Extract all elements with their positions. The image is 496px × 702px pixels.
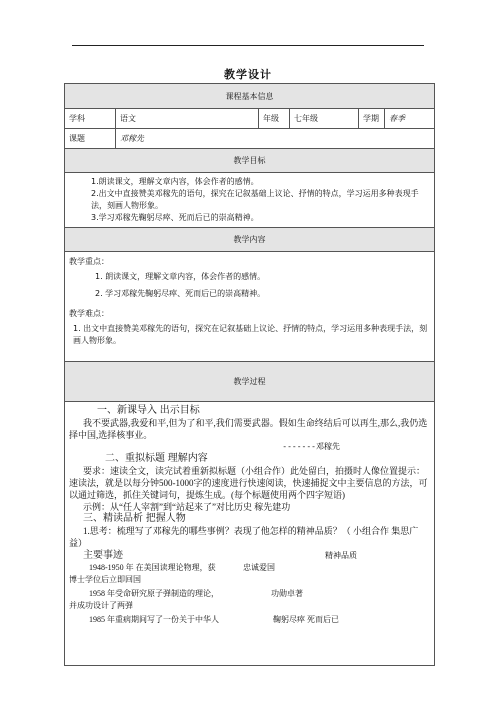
event-row bbox=[69, 614, 430, 626]
subject-label: 学科 bbox=[65, 109, 116, 129]
event-row bbox=[69, 562, 430, 574]
lesson-table bbox=[64, 83, 435, 666]
events-list bbox=[69, 562, 430, 626]
grade-label: 年级 bbox=[259, 109, 290, 129]
key-point-item: 1. 朗读课文，理解文章内容，体会作者的感情。 bbox=[95, 272, 266, 281]
goals-header: 教学目标 bbox=[65, 149, 435, 173]
difficulty-item: 1. 出文中直接赞美邓稼先的语句，探究在记叙基础上议论、抒情的特点，学习运用多种表现手法，刻画人物形象。 bbox=[73, 324, 428, 345]
goal-item: 2.出文中直接赞美邓稼先的语句，探究在记叙基础上议论、抒情的特点，学习运用多种表现手法，刻画人物形象。 bbox=[91, 189, 419, 210]
section-1-text: 我不要武器,我爱和平,但为了和平,我们需要武器。假如生命终结后可以再生,那么,我仍选择中国,选择核事业。 bbox=[69, 418, 428, 440]
grade-value: 七年级 bbox=[290, 109, 359, 129]
events-header-row bbox=[69, 550, 430, 562]
section-3-title: 三、精读品析 把握人物 bbox=[83, 513, 186, 524]
event-text: 1985 年重病期间写了一份关于中华人 bbox=[89, 615, 219, 624]
section-1-title: 一、新课导入 出示目标 bbox=[97, 405, 200, 416]
process-header: 教学过程 bbox=[65, 362, 435, 402]
process-cell bbox=[65, 402, 435, 666]
subject-value: 语文 bbox=[116, 109, 259, 129]
goal-item: 3.学习邓稼先鞠躬尽瘁、死而后已的崇高精神。 bbox=[91, 213, 259, 222]
section-1-quote: -------邓稼先 bbox=[282, 442, 340, 451]
section-2-text: 要求：速读全文，读完试着重新拟标题（小组合作）此处留白，拍摄时人像位置提示：速读法，就是以每分钟500-1000字的速度进行快速阅读，快速捕捉文中主要信息的方法，可以通过筛选，抓住关键词句，提炼生成。(每个标题使用两个四字短语) bbox=[69, 466, 428, 500]
section-2-title: 二、重拟标题 理解内容 bbox=[105, 453, 208, 464]
doc-title: 教学设计 bbox=[224, 68, 272, 81]
content-cell bbox=[65, 252, 435, 362]
quality-column-label: 精神品质 bbox=[325, 551, 357, 560]
topic-label: 课题 bbox=[65, 129, 116, 149]
event-quality: 忠诚爱国 bbox=[243, 563, 275, 572]
event-text-continued: 博士学位后立即回国 bbox=[69, 575, 141, 584]
term-label: 学期 bbox=[359, 109, 385, 129]
content-header: 教学内容 bbox=[65, 228, 435, 252]
event-text: 1958 年受命研究原子弹制造的理论， bbox=[89, 589, 219, 598]
event-text-continued: 并成功设计了两弹 bbox=[69, 601, 133, 610]
key-point-item: 2. 学习邓稼先鞠躬尽瘁、死而后已的崇高精神。 bbox=[95, 289, 266, 298]
goals-cell bbox=[65, 173, 435, 228]
key-points-label: 教学重点： bbox=[69, 257, 109, 266]
topic-value: 邓稼先 bbox=[116, 129, 435, 149]
section-3-question: 1.思考：梳理写了邓稼先的哪些事例？表现了他怎样的精神品质？（ 小组合作 集思广益） bbox=[69, 526, 419, 548]
event-text: 1948-1950 年 在美国读理论物理，获 bbox=[89, 563, 216, 572]
goal-item: 1.朗读课文，理解文章内容，体会作者的感情。 bbox=[91, 177, 259, 186]
events-column-label: 主要事迹 bbox=[83, 550, 123, 561]
event-quality: 功勋卓著 bbox=[271, 589, 303, 598]
event-row bbox=[69, 588, 430, 600]
basic-info-header: 课程基本信息 bbox=[65, 84, 435, 109]
section-2-example: 示例：从“任人宰割”到“站起来了”对比历史 稼先建功 bbox=[83, 502, 291, 512]
event-quality: 鞠躬尽瘁 死而后已 bbox=[273, 615, 339, 624]
difficulty-label: 教学难点： bbox=[69, 309, 109, 318]
term-value: 春季 bbox=[385, 109, 435, 129]
header-rule bbox=[72, 45, 424, 46]
